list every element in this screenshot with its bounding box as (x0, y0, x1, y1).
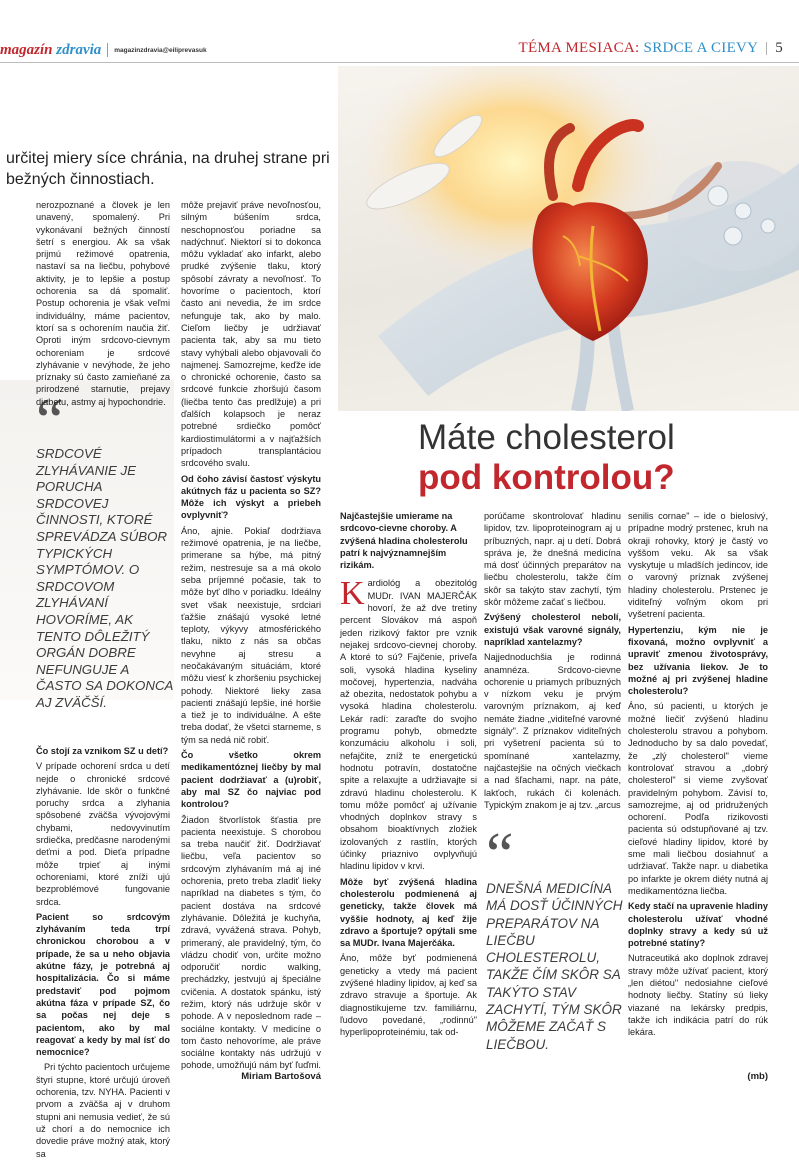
column-1-top (36, 199, 170, 411)
header-rule (0, 62, 799, 63)
pull-quote-text: SRDCOVÉ ZLYHÁVANIE JE PORUCHA SRDCOVEJ ČINNOSTI, KTORÉ SPREVÁDZA SÚBOR TYPICKÝCH SYMPTÓMOV. O SRDCOVOM ZLYHÁVANÍ HOVORÍME, AK TENTO DÔLEŽITÝ ORGÁN DOBRE NEFUNGUJE A ČASTO SA DOKONCA AJ ZVÄČŠÍ. (36, 446, 173, 710)
paragraph: môže prejaviť práve nevoľnosťou, silným búšením srdca, neschopnosťou poriadne sa nadýchnuť. Niektorí si to dokonca môžu vykladať ako infarkt, alebo prudké zvýšenie tlaku, ktorý spôsobí závraty a nevoľnosť. To hovoríme o pacientoch, ktorí často ani nevedia, že im srdce nefunguje tak, ako by malo. Cieľom liečby je udržiavať pacienta tak, aby sa mu tieto stavy vyhýbali alebo objavovali čo najmenej. Samozrejme, keďže ide o chronické ochorenie, často sa srdcové funkcie zhoršujú časom (liečba tento čas predlžuje) a pri ďalších kolapsoch je neraz potrebné srdiečko pomôcť kardiostimulátormi a v najťažších prípadoch transplantáciou srdcového svalu. (181, 200, 321, 469)
section-label: TÉMA MESIACA: (518, 40, 640, 56)
article-title: Máte cholesterol (418, 418, 675, 457)
brand-logo: magazín zdravia (0, 41, 102, 58)
masthead (0, 40, 207, 60)
quote-mark-icon: “ (486, 821, 514, 889)
paragraph: nerozpoznané a človek je len unavený, spomalený. Pri vykonávaní bežných činností šetrí s energiou. Ak sa však prijmú režimové opatrenia, nastaví sa na liečbu, pohybové aktivity, je to lepšie a postup ochorenia sa dá spomaliť. Postup ochorenia je však veľmi individuálny, máme pacientov, ktorí sa s ochorením naučia žiť. Oproti iným srdcovo-cievnym ochoreniam je srdcové zlyhávanie v nevýhode, že jeho príznaky sú často zamieňané za prirodzené starnutie, prejavy diabetu, astmy aj hypochondrie. (36, 200, 170, 407)
paragraph: senilis cornae" – ide o bielosivý, prípadne modrý prstenec, kruh na okraji rohovky, ktorý je častý vo vyššom veku. Ak sa však vyskytuje u mladších jedincov, ide o varovný príznak zvýšenej hladiny cholesterolu. Prstenec je viditeľný voľným okom pri vyšetrení pacienta. (628, 511, 768, 620)
dropcap: K (340, 575, 365, 613)
question: Čo stojí za vznikom SZ u detí? (36, 746, 169, 756)
article-intro: Najčastejšie umierame na srdcovo-cievne choroby. A zvýšená hladina cholesterolu patrí k najvýznamnejším rizikám. (340, 511, 468, 571)
question: Čo všetko okrem medikamentóznej liečby by mal pacient dodržiavať a (u)robiť, aby mal SZ čo najviac pod kontrolou? (181, 750, 321, 810)
pull-quote-2 (486, 821, 626, 1053)
question: Môže byť zvýšená hladina cholesterolu podmienená aj geneticky, takže človek má vyššie hodnoty, aj keď žije zdravo a športuje? opýtali sme sa MUDr. Ivana Majerčáka. (340, 876, 477, 949)
heart-illustration (338, 66, 799, 411)
section-topic: SRDCE A CIEVY (643, 40, 758, 56)
paragraph: Áno, môže byť podmienená geneticky a vtedy má pacient zvýšené hladiny lipidov, aj keď sa zdravo stravuje a športuje. Ak diagnostikujeme tzv. familiárnu, ľudovo povedané, „rodinnú" hyperlipoproteinémiu, tak od- (340, 953, 477, 1038)
paragraph: Pri týchto pacientoch určujeme štyri stupne, ktoré určujú úroveň ochorenia, tzv. NYHA. Pacienti v prvom a zväčša aj v druhom stupni ani nemusia vedieť, že sú už chorí a do nemocnice ich dovedie práve možný atak, ktorý sa (36, 1062, 170, 1159)
page-separator: | (764, 40, 769, 56)
article-title-highlight: pod kontrolou? (418, 458, 675, 497)
paragraph: Najjednoduchšia je rodinná anamnéza. Srdcovo-cievne ochorenie u priamych príbuzných v nízkom veku je prvým varovným príznakom, aj keď nemáte žiadne „viditeľné varovné signály". Z príznakov viditeľných pri vyšetrení pacienta sú to spomínané xantelazmy, najčastejšie na očných viečkach a nad šľachami, napr. na páte, lakťoch, rukách či kolenách. Typickým znakom je aj tzv. „arcus (484, 652, 621, 810)
question: Od čoho závisí častosť výskytu akútnych fáz u pacienta so SZ? Môže ich výskyt a priebeh ovplyvniť? (181, 473, 321, 521)
author-signature: Miriam Bartošová (241, 1071, 321, 1082)
paragraph: V prípade ochorení srdca u detí nejde o chronické srdcové zlyhávanie. Ide skôr o funkčné poruchy srdca a zlyhania spôsobené zväčša vývojovými chybami, nedovyvinutím srdiečka, predčasne narodenými deťmi a pod. Dieťa prípadne môže trpieť aj inými ochoreniami, ktoré zníži ujú bezproblémové fungovanie srdca. (36, 761, 170, 907)
header-url: magazinzdravia@eiliprevasuk (114, 46, 207, 54)
paragraph: Žiadon štvorlístok šťastia pre pacienta neexistuje. S chorobou sa treba naučiť žiť. Dodržiavať liečbu, veľa pacientov so srdcovým zlyhávaním má aj iné ochorenia, preto treba zladiť lieky napríklad na diabetes s tým, čo pacient dostáva na srdcové zlyhávanie. Dôležitá je kuchyňa, zdravá, vyvážená strava. Pohyb, primeraný, ale pravidelný, tým, čo vládzu chodiť von, určite možno odporučiť nordic walking, prechádzky, jestvujú aj špeciálne cvičenia. A dostatok spánku, istý režim, ktorý nás udržuje skôr v pohode. A v neposlednom rade – sociálne kontakty. V medicíne o tom často nehovoríme, ale práve sociálne kontakty nás udržujú v pohode, umožňujú nám byť ľuďmi. (181, 814, 321, 1071)
column-2 (181, 199, 321, 1075)
column-4 (484, 510, 621, 814)
quote-mark-icon: “ (36, 387, 64, 455)
section-header (518, 40, 783, 57)
paragraph-dropcap: Kardiológ a obezitológ MUDr. IVAN MAJERČÁK hovorí, že až dve tretiny percent Slovákov má aspoň jeden rizikový faktor pre vznik nejakej srdcovo-cievnej choroby. A ktoré to sú? Fajčenie, priveľa soli, vysoká hladina kyseliny močovej, hypertenzia, nadváha až obezita, nedostatok pohybu a vysoká hladina cholesterolu. Lekár radí: zaraďte do svojho programu pohyb, obmedzte konzumáciu alkoholu i soli, nefajčite, zníž te energetickú hodnotu potravín, dostatočne spite a relaxujte a udržiavajte si zdravú hladinu cholesterolu. K tomu môže pomôcť aj užívanie vhodných doplnkov stravy s obsahom bioaktívnych zložiek izolovaných z rastlín, ktorých účinky priaznivo ovplyvňujú hladinu lipidov v krvi. (340, 575, 477, 872)
pull-quote-1 (36, 387, 176, 712)
pull-quote-text: DNEŠNÁ MEDICÍNA MÁ DOSŤ ÚČINNÝCH PREPARÁTOV NA LIEČBU CHOLESTEROLU, TAKŽE ČÍM SKÔR SA TAKÝTO STAV ZACHYTÍ, TÝM SKÔR MÔŽEME ZAČAŤ S LIEČBOU. (486, 881, 623, 1052)
column-1-bottom (36, 745, 170, 1163)
question: Zvýšený cholesterol nebolí, existujú však varovné signály, napríklad xantelazmy? (484, 612, 621, 647)
lead-text: určitej miery síce chránia, na druhej strane pri bežných činnostiach. (6, 150, 330, 188)
column-5 (628, 510, 768, 1041)
page-number: 5 (775, 40, 783, 56)
question: Pacient so srdcovým zlyhávaním teda trpí chronickou chorobou a v prípade, že sa u neho objavia akútne fázy, je potrebná aj hospitalizácia. Čo si máme predstaviť pod pojmom akútna fáza v prípade SZ, čo sa počas nej deje s pacientom, ako by mal reagovať a kedy by mal ísť do nemocnice? (36, 911, 170, 1058)
header-divider (107, 43, 108, 57)
question: Hypertenziu, kým nie je fixovaná, možno ovplyvniť a upraviť zmenou životosprávy, bez užívania liekov. Je to možné aj pri zvýšenej hladine cholesterolu? (628, 624, 768, 697)
paragraph: Nutraceutiká ako doplnok zdravej stravy môže užívať pacient, ktorý „len diétou" nedosiahne cieľové hodnoty liečby. Statíny sú lieky viazané na lekársky predpis, takže ich indikácia patrí do rúk lekára. (628, 953, 768, 1038)
heart-artery-image (338, 66, 799, 411)
paragraph: Áno, sú pacienti, u ktorých je možné liečiť zvýšenú hladinu cholesterolu stravou a pohybom. Jednoducho by sa dalo povedať, že „zlý cholesterol" vieme kontrolovať stravou a „dobrý cholesterol" si vieme zvyšovať pravidelným pohybom. Závisí to, samozrejme, aj od pridružených ochorení. Podľa rizikovosti pacienta sú odstupňované aj tzv. cieľové hladiny lipidov, ktoré by sme mali liečbou dosiahnuť a udržiavať. Takže napr. u diabetika po infarkte je okrem diéty nutná aj medikamentózna liečba. (628, 701, 768, 896)
question: Kedy stačí na upravenie hladiny cholesterolu užívať vhodné doplnky stravy a kedy sú už potrebné statíny? (628, 901, 768, 949)
paragraph: porúčame skontrolovať hladinu lipidov, tzv. lipoproteinogram aj u príbuzných, napr. aj u detí. Dobrá správa je, že dnešná medicína má dosť účinných preparátov na liečbu cholesterolu, takže čím skôr sa takýto stav zachytí, tým skôr môžeme začať s liečbou. (484, 511, 621, 608)
author-initials: (mb) (747, 1071, 768, 1082)
paragraph: Áno, ajnie. Pokiaľ dodržiava režimové opatrenia, je na liečbe, primerane sa hýbe, má pitný režim, nestresuje sa a má okolo seba príjemné počasie, tak to môže byť dlho v poriadku. Ideálny svet však neexistuje, srdciari ťažšie znášajú vysoké letné teploty, výkyvy atmosférického tlaku, nikto z nás sa občas nevyhne aj stresu a neočakávaným situáciám, ktoré môžu viesť k zhoršeniu psychickej pohody. Niektoré lieky zasa pacienti znášajú lepšie, iné horšie a tiež je to individuálne. A ešte treba dodať, že všetci starneme, s tým sa nedá nič robiť. (181, 525, 321, 745)
column-3 (340, 510, 477, 1041)
